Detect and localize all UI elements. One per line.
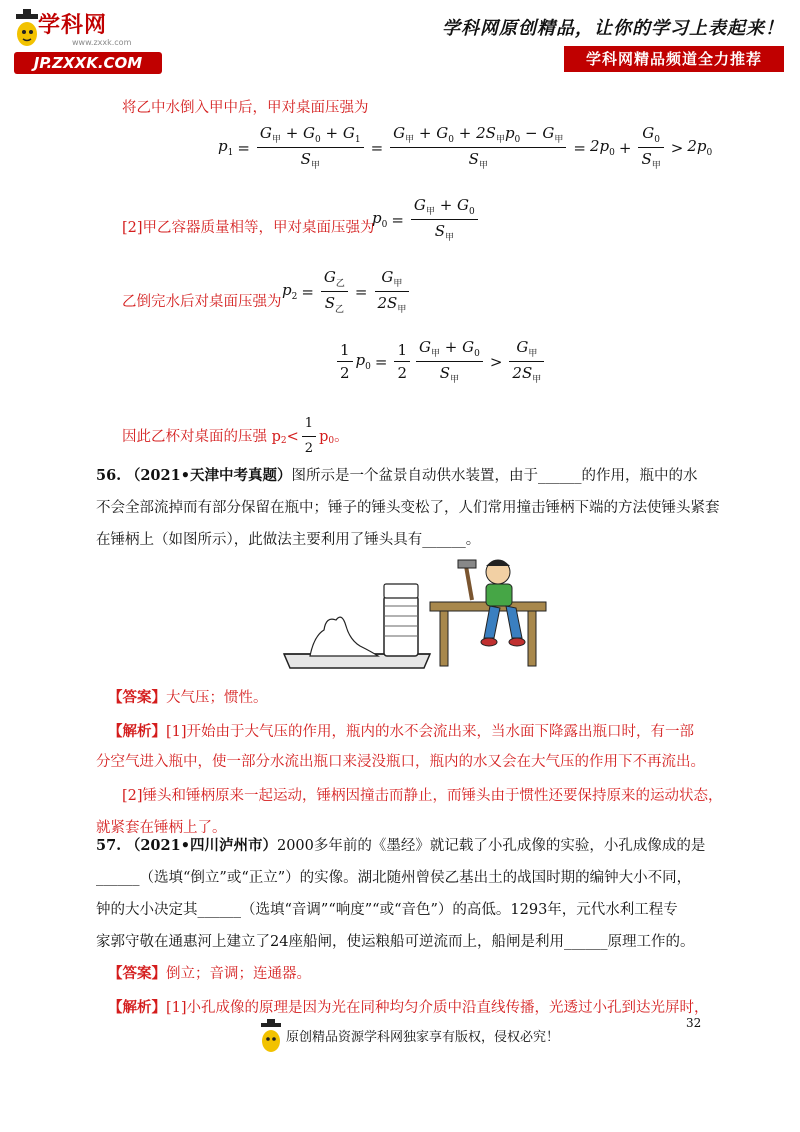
- question-57: [96, 830, 716, 958]
- copyright-note: 原创精品资源学科网独家享有版权，侵权必究！: [286, 1030, 560, 1045]
- question-text-line: 钟的大小决定其______（选填“音调”“响度”“或“音色”）的高低。1293年，元代水利工程专: [96, 902, 678, 918]
- mascot-icon: [14, 8, 40, 48]
- solution-conclusion: 因此乙杯对桌面的压强 p 2 < $\frac{1}{2}$ p 0 。: [122, 416, 349, 456]
- header-banner: 学科网精品频道全力推荐: [564, 46, 784, 72]
- question-text-line: 不会全部流掉而有部分保留在瓶中；锤子的锤头变松了，人们常用撞击锤柄下端的方法使锤头紧套: [96, 500, 720, 516]
- analysis-line: [1]开始由于大气压的作用，瓶内的水不会流出来，当水面下降露出瓶口时，有一部: [166, 724, 695, 740]
- analysis-line: [2]锤头和锤柄原来一起运动，锤柄因撞击而静止，而锤头由于惯性还要保持原来的运动状态，: [122, 788, 723, 804]
- page-number: 32: [686, 1016, 702, 1030]
- equation-p0: $p_0$ = $\frac{G_甲 + G_0}{S_甲}$: [372, 196, 481, 243]
- solution-line-3: 乙倒完水后对桌面压强为: [122, 294, 282, 310]
- analysis-line: [1]小孔成像的原理是因为光在同种均匀介质中沿直线传播，光透过小孔到达光屏时，: [166, 1000, 709, 1016]
- header-slogan: 学科网原创精品，让你的学习上表起来！: [442, 18, 784, 39]
- question-text-line: 图所示是一个盆景自动供水装置，由于______的作用，瓶中的水: [291, 468, 698, 484]
- question-text-line: ______（选填“倒立”或“正立”）的实像。湖北随州曾侯乙基出土的战国时期的编钟大小不同，: [96, 870, 692, 886]
- analysis-tag: 【解析】: [108, 999, 166, 1016]
- answer-text: 倒立；音调；连通器。: [166, 966, 311, 982]
- question-number: 56.: [96, 467, 122, 484]
- solution-line-1: 将乙中水倒入甲中后，甲对桌面压强为: [122, 100, 369, 116]
- answer-56: [108, 682, 728, 748]
- logo: [14, 8, 164, 74]
- question-source: （2021•天津中考真题）: [125, 467, 292, 484]
- question-text-line: 2000多年前的《墨经》就记载了小孔成像的实验，小孔成像成的是: [276, 838, 706, 854]
- question-56-illustration: [280, 556, 550, 676]
- equation-p2: $p_2$ = $\frac{G_乙}{S_乙}$ = $\frac{G_甲}{2S_甲}$: [282, 268, 412, 315]
- question-text-line: 家郭守敬在通惠河上建立了24座船闸，使运粮船可逆流而上，船闸是利用______原理工作的。: [96, 934, 695, 950]
- logo-small-url: www.zxxk.com: [72, 38, 132, 47]
- logo-site: JP.ZXXK.COM: [14, 52, 162, 74]
- solution-line-2: [2]甲乙容器质量相等，甲对桌面压强为: [122, 220, 375, 236]
- answer-tag: 【答案】: [108, 689, 166, 706]
- mascot-icon: [258, 1018, 284, 1054]
- question-number: 57.: [96, 837, 122, 854]
- analysis-line: 就紧套在锤柄上了。: [96, 820, 227, 836]
- question-text-line: 在锤柄上（如图所示），此做法主要利用了锤头具有______。: [96, 532, 481, 548]
- answer-text: 大气压；惯性。: [166, 690, 268, 706]
- logo-name: 学科网: [38, 13, 108, 38]
- question-56: [96, 460, 720, 556]
- analysis-tag: 【解析】: [108, 723, 166, 740]
- analysis-line: 分空气进入瓶中，使一部分水流出瓶口来浸没瓶口，瓶内的水又会在大气压的作用下不再流出。: [96, 754, 705, 770]
- answer-tag: 【答案】: [108, 965, 166, 982]
- answer-57: [108, 958, 728, 1024]
- equation-p1: $p_1$ = $\frac{G_甲 + G_0 + G_1}{S_甲}$ = $\frac{G_甲 + G_0 + 2S_甲p_0 - G_甲}{S_甲}$ = $2p_0$ + $\frac{G_0}{S_甲}$ > $2p_0$: [218, 124, 713, 171]
- question-source: （2021•四川泸州市）: [125, 837, 277, 854]
- equation-half-p0: $\frac{1}{2}$ $p_0$ = $\frac{1}{2}$ $\frac{G_甲 + G_0}{S_甲}$ > $\frac{G_甲}{2S_甲}$: [334, 338, 547, 385]
